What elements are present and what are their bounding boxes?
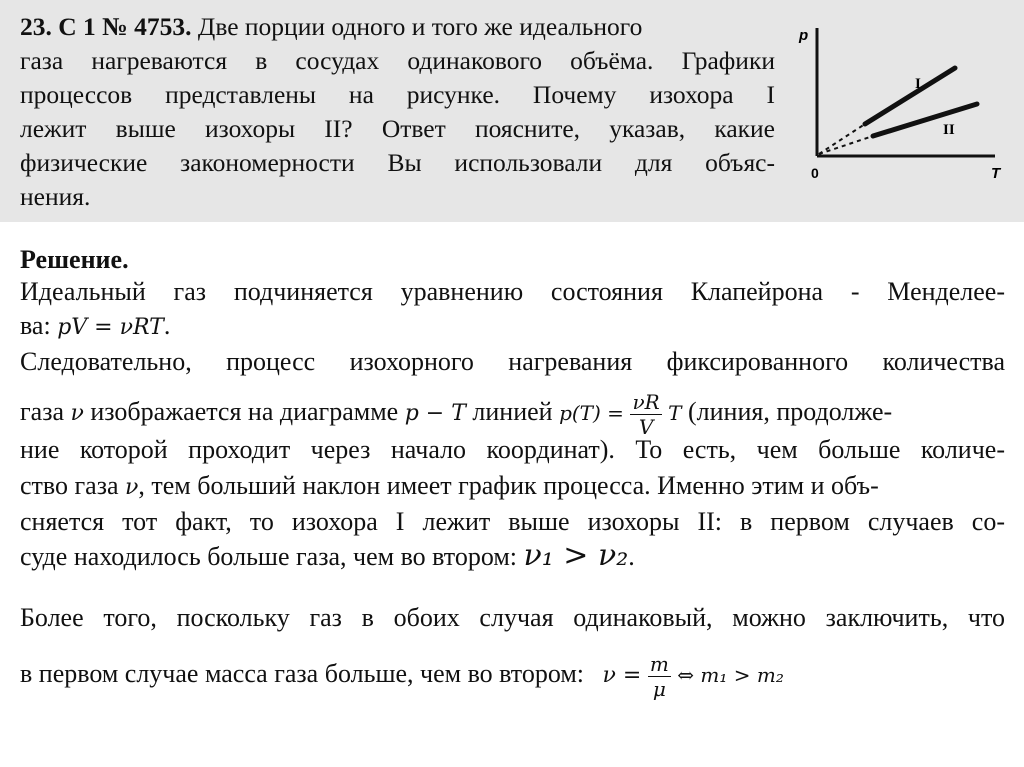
isochore-1-dashed xyxy=(819,124,865,154)
solution-heading: Решение. xyxy=(20,245,129,274)
t-axis-label: T xyxy=(991,165,1001,182)
solution-line-2-text: ва: xyxy=(20,311,51,340)
line-equation-left: p(T) = xyxy=(559,401,624,425)
pt-diagram xyxy=(795,18,1015,190)
fraction-numerator: νR xyxy=(632,389,660,414)
solution-line-2: ва: pV = νRT. xyxy=(20,311,171,340)
text-second: суде находилось больше газа, чем во втором: xyxy=(20,542,517,571)
mass-denominator: μ xyxy=(652,676,666,701)
solution-line-8: суде находилось больше газа, чем во втором: ν₁ > ν₂. xyxy=(20,538,635,573)
amount-inequality: ν₁ > ν₂ xyxy=(523,538,629,573)
problem-line-6: нения. xyxy=(20,182,91,211)
text-line: линией xyxy=(472,397,553,426)
text-mass: в первом случае масса газа больше, чем во втором: xyxy=(20,659,585,688)
solution-line-5: ние которой проходит через начало координат). То есть, чем больше количе- xyxy=(20,435,1005,464)
solution-line-7: сняется тот факт, то изохора I лежит выше изохоры II: в первом случаев со- xyxy=(20,507,1005,536)
isochore-1-label: I xyxy=(915,76,921,92)
text-depicted: изображается на диаграмме xyxy=(90,397,399,426)
line-equation-fraction xyxy=(630,389,661,439)
p-axis-label: p xyxy=(799,27,809,44)
solution-line-1: Идеальный газ подчиняется уравнению состояния Клапейрона - Менделее- xyxy=(20,277,1005,306)
problem-line-1: Две порции одного и того же идеального xyxy=(197,12,643,41)
mass-equation-left: ν = xyxy=(602,663,642,688)
problem-line-3: процессов представлены на рисунке. Почему изохора I xyxy=(20,80,775,109)
problem-statement xyxy=(20,10,775,214)
mass-fraction xyxy=(648,651,671,701)
text-amount: ство газа xyxy=(20,471,119,500)
problem-label: 23. С 1 № 4753. xyxy=(20,12,192,41)
text-continuation: (линия, продолже- xyxy=(688,397,893,426)
pt-symbol: p − T xyxy=(404,401,466,426)
mass-inequality: ⇔ m₁ > m₂ xyxy=(677,663,784,687)
line-equation-right: T xyxy=(668,401,682,425)
problem-box xyxy=(0,0,1024,222)
solution-line-9: Более того, поскольку газ в обоих случая одинаковый, можно заключить, что xyxy=(20,603,1005,632)
problem-line-4: лежит выше изохоры II? Ответ поясните, указав, какие xyxy=(20,114,775,143)
text-slope: , тем больший наклон имеет график процесса. Именно этим и объ- xyxy=(138,471,879,500)
problem-line-2: газа нагреваются в сосудах одинакового объёма. Графики xyxy=(20,46,775,75)
isochore-2-label: II xyxy=(943,122,955,138)
problem-line-5: физические закономерности Вы использовали для объяс- xyxy=(20,148,775,177)
fraction-denominator: V xyxy=(638,414,654,439)
solution-line-3: Следовательно, процесс изохорного нагревания фиксированного количества xyxy=(20,347,1005,376)
nu-symbol-2: ν xyxy=(125,475,139,500)
solution-line-4 xyxy=(20,388,1005,438)
mass-numerator: m xyxy=(649,651,669,676)
nu-symbol: ν xyxy=(70,401,84,426)
text-gas: газа xyxy=(20,397,65,426)
solution-line-6 xyxy=(20,470,1005,504)
isochore-2-dashed xyxy=(819,136,873,154)
equation-of-state: pV = νRT xyxy=(57,315,164,340)
origin-label: 0 xyxy=(811,165,819,181)
solution-line-10 xyxy=(20,648,1005,702)
